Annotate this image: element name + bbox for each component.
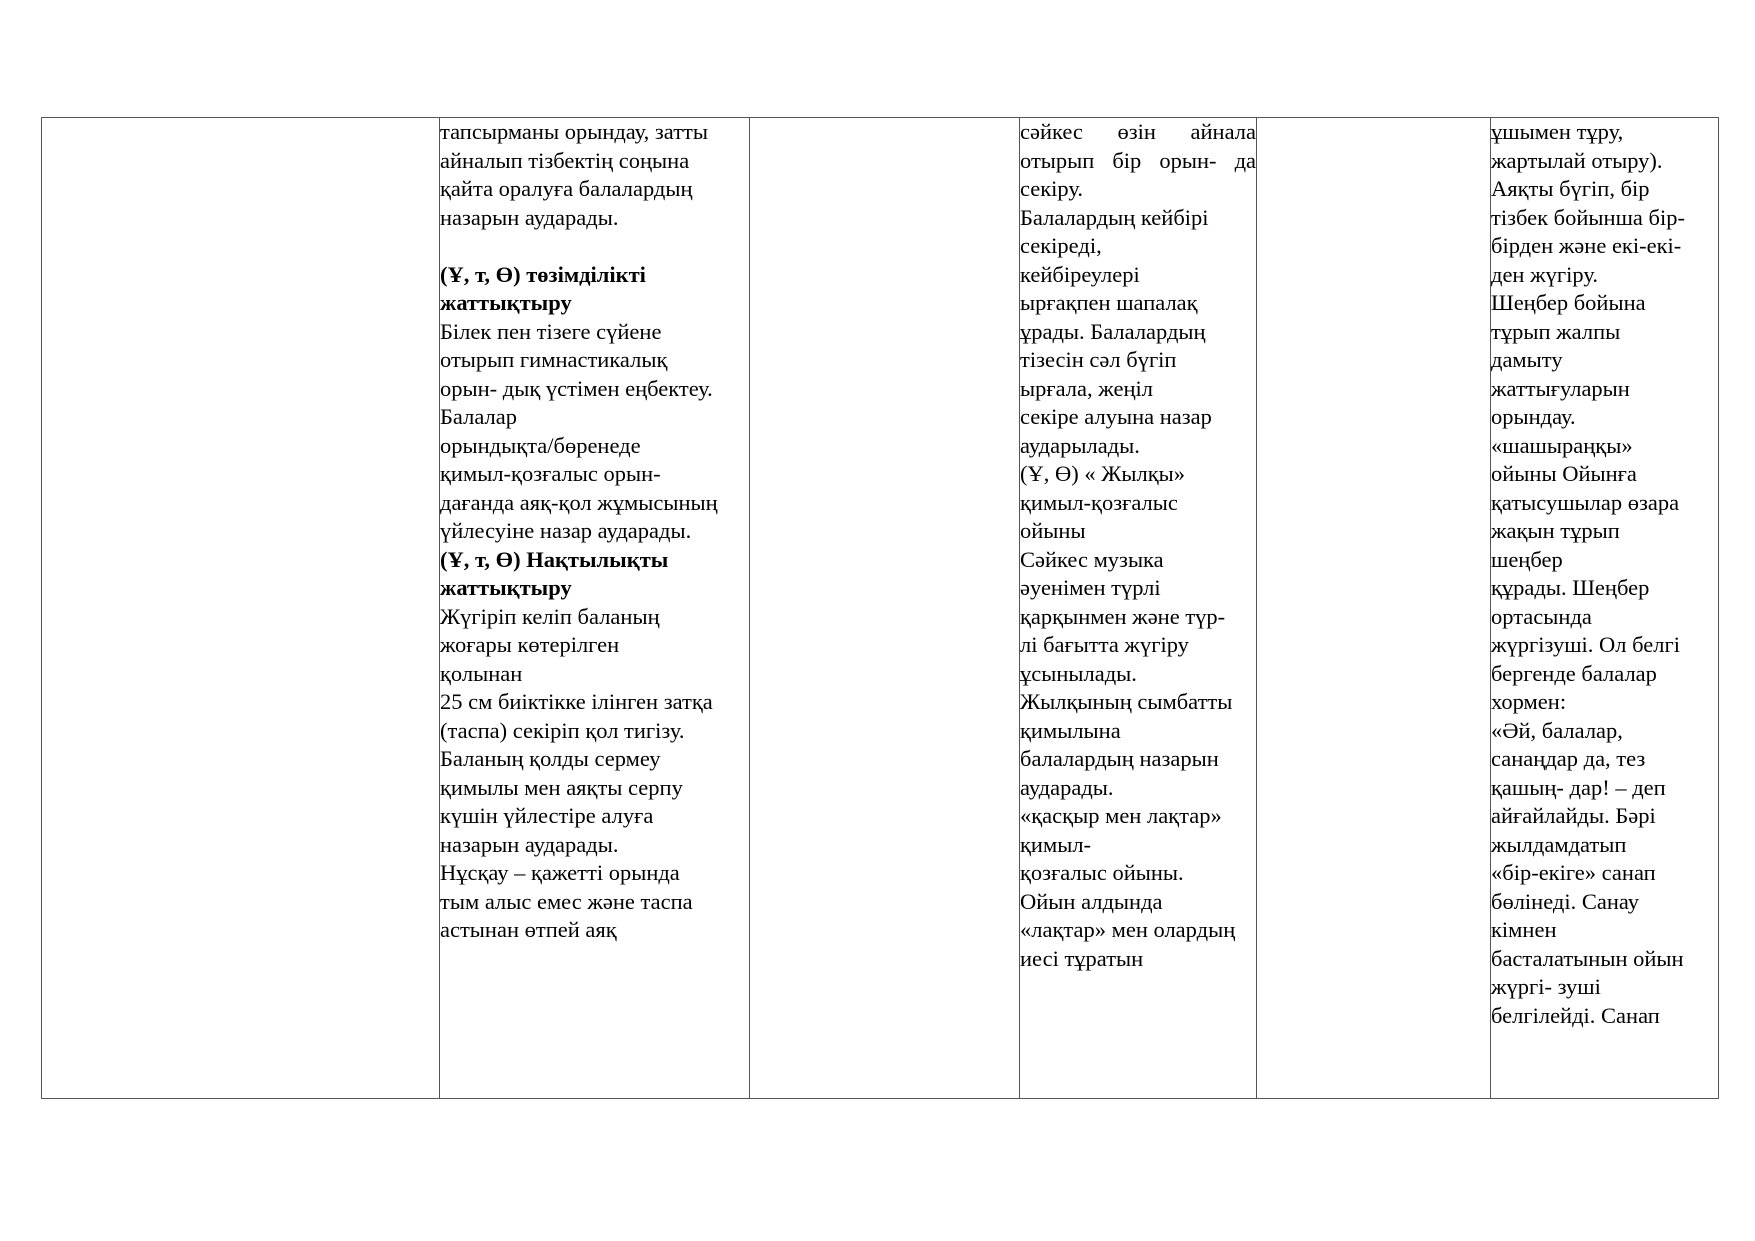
text-line: әуенімен түрлі	[1020, 575, 1161, 600]
text-line: Балалардың кейбірі	[1020, 204, 1209, 230]
word: сәйкес	[1020, 119, 1083, 144]
text-line: (Ұ, Ө) « Жылқы»	[1020, 461, 1186, 486]
word: өзін	[1117, 119, 1156, 144]
text-line: тапсырманы орындау, затты	[440, 119, 708, 144]
section-heading: (Ұ, т, Ө) Нақтылықты	[440, 546, 669, 572]
text-line: жоғары көтерілген	[440, 632, 620, 657]
text-line: қашың- дар! – деп	[1491, 774, 1666, 800]
blank-line	[440, 232, 749, 261]
text-line: Сәйкес музыка	[1020, 546, 1164, 572]
text-line: отырып гимнастикалық	[440, 347, 668, 372]
text-line: бірден және екі-екі-	[1491, 233, 1682, 258]
text-line: жүргі- зуші	[1491, 974, 1601, 999]
text-line: ойыны	[1020, 518, 1086, 543]
text-line: белгілейді. Санап	[1491, 1002, 1660, 1028]
text-line: ден жүгіру.	[1491, 261, 1598, 287]
text-line: қатысушылар өзара	[1491, 489, 1680, 515]
text-line: қимыл-қозғалыс орын-	[440, 461, 661, 486]
word: да	[1234, 147, 1256, 173]
text-line: аударады.	[1020, 774, 1114, 800]
text-line: дағанда аяқ-қол жұмысының	[440, 489, 718, 515]
text-line: 25 см биіктікке ілінген затқа	[440, 689, 713, 714]
text-line: Жүгіріп келіп баланың	[440, 603, 660, 629]
text-line: орындықта/бөренеде	[440, 432, 641, 458]
text-line: қимылына	[1020, 717, 1121, 743]
text-line: жылдамдатып	[1491, 831, 1627, 857]
text-line: астынан өтпей аяқ	[440, 917, 617, 942]
text-line: қарқынмен және түр-	[1020, 603, 1226, 629]
text-line: дамыту	[1491, 347, 1563, 372]
text-line: кейбіреулері	[1020, 261, 1140, 287]
text-line: назарын аударады.	[440, 204, 619, 230]
text-line: тым алыс емес және таспа	[440, 888, 693, 914]
word: айнала	[1190, 119, 1256, 144]
text-line: Шеңбер бойына	[1491, 290, 1646, 315]
text-line: орындау.	[1491, 404, 1576, 429]
table-column-4	[1019, 118, 1256, 1098]
text-line: Жылқының сымбатты	[1020, 689, 1233, 714]
text-line: тұрып жалпы	[1491, 318, 1621, 344]
text-line: Баланың қолды сермеу	[440, 746, 661, 771]
text-line: жүргізуші. Ол белгі	[1491, 632, 1680, 657]
text-line: «шашыраңқы»	[1491, 432, 1633, 458]
text-line: балалардың назарын	[1020, 746, 1219, 771]
text-line: қимыл-	[1020, 831, 1092, 857]
text-line: иесі тұратын	[1020, 945, 1144, 971]
text-line: қолынан	[440, 660, 523, 686]
text-line: бергенде балалар	[1491, 660, 1657, 686]
text-line: лі бағытта жүгіру	[1020, 632, 1189, 657]
text-line: секіре алуына назар	[1020, 404, 1212, 429]
section-heading: (Ұ, т, Ө) төзімділікті	[440, 261, 646, 287]
table-column-2	[439, 118, 749, 1098]
text-line: кімнен	[1491, 917, 1557, 942]
text-line: (таспа) секіріп қол тигізу.	[440, 717, 685, 743]
text-line: Білек пен тізеге сүйене	[440, 318, 662, 344]
text-line: «бір-екіге» санап	[1491, 860, 1656, 885]
text-line: үйлесуіне назар аударады.	[440, 518, 692, 543]
text-line: тізесін сәл бүгіп	[1020, 347, 1177, 372]
text-line: шеңбер	[1491, 546, 1563, 572]
text-line: «Әй, балалар,	[1491, 717, 1623, 743]
text-line: бөлінеді. Санау	[1491, 888, 1639, 914]
text-line: жаттығуларын	[1491, 375, 1630, 401]
text-line: айғайлайды. Бәрі	[1491, 803, 1656, 828]
text-line: хормен:	[1491, 689, 1567, 714]
text-line: секіреді,	[1020, 233, 1102, 258]
text-line: қимыл-қозғалыс	[1020, 489, 1178, 515]
text-line: Аяқты бүгіп, бір	[1491, 176, 1650, 201]
text-line: қозғалыс ойыны.	[1020, 860, 1184, 885]
text-line: секіру.	[1020, 176, 1084, 201]
text-line: тізбек бойынша бір-	[1491, 204, 1685, 230]
text-line: күшін үйлестіре алуға	[440, 803, 654, 828]
text-line: қайта оралуға балалардың	[440, 176, 693, 201]
text-line: Ойын алдында	[1020, 888, 1163, 914]
text-line: орын- дық үстімен еңбектеу.	[440, 375, 713, 401]
text-line: ырғақпен шапалақ	[1020, 290, 1198, 315]
word: отырып	[1020, 147, 1095, 173]
text-line	[1020, 147, 1256, 176]
text-line: Нұсқау – қажетті орында	[440, 860, 680, 885]
text-line	[1020, 118, 1256, 147]
text-line: қимылы мен аяқты серпу	[440, 774, 683, 800]
section-heading: жаттықтыру	[440, 575, 572, 600]
text-line: ұсынылады.	[1020, 660, 1137, 686]
text-line: құрады. Шеңбер	[1491, 575, 1650, 600]
text-line: басталатынын ойын	[1491, 945, 1684, 971]
table-column-1	[42, 118, 439, 1098]
text-line: айналып тізбектің соңына	[440, 147, 690, 173]
text-line: ойыны Ойынға	[1491, 461, 1637, 486]
section-heading: жаттықтыру	[440, 290, 572, 315]
word: орын-	[1159, 147, 1217, 173]
table-column-6	[1490, 118, 1720, 1098]
text-line: ұрады. Балалардың	[1020, 318, 1206, 344]
text-line: Балалар	[440, 404, 517, 429]
text-line: ырғала, жеңіл	[1020, 375, 1154, 401]
text-line: «қасқыр мен лақтар»	[1020, 803, 1222, 828]
text-line: ұшымен тұру,	[1491, 119, 1624, 144]
text-line: аударылады.	[1020, 432, 1140, 458]
text-line: жақын тұрып	[1491, 518, 1620, 543]
word: бір	[1112, 147, 1142, 173]
text-line: жартылай отыру).	[1491, 147, 1663, 173]
text-line: ортасында	[1491, 603, 1592, 629]
text-line: назарын аударады.	[440, 831, 619, 857]
lesson-plan-table	[41, 117, 1719, 1099]
table-column-5	[1256, 118, 1490, 1098]
text-line: санаңдар да, тез	[1491, 746, 1646, 771]
table-column-3	[749, 118, 1019, 1098]
text-line: «лақтар» мен олардың	[1020, 917, 1236, 942]
